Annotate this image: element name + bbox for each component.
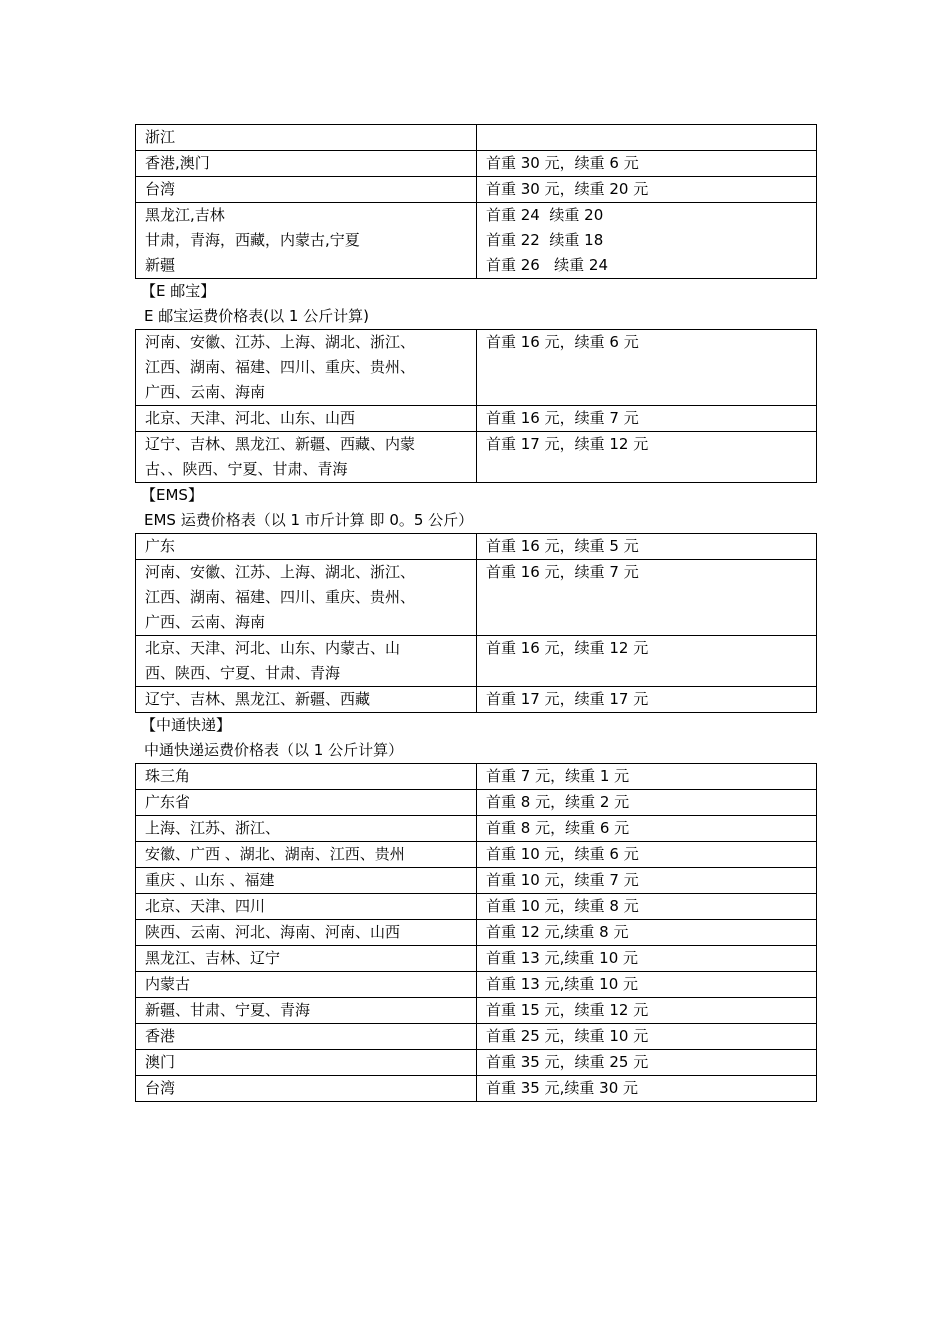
- region-text: 黑龙江、吉林、辽宁: [145, 949, 281, 967]
- document-page: [135, 124, 816, 1102]
- region-cell: [136, 330, 477, 406]
- region-cell: [136, 560, 477, 636]
- table-row: [136, 998, 817, 1024]
- table-row: [136, 406, 817, 432]
- price-text: 首重 10 元，续重 6 元: [486, 845, 639, 863]
- price-text: 首重 30 元，续重 20 元: [486, 180, 649, 198]
- price-cell: [477, 894, 817, 920]
- region-text: 珠三角: [145, 767, 191, 785]
- price-cell: [477, 764, 817, 790]
- region-text: 重庆 、山东 、福建: [145, 871, 275, 889]
- price-text: 首重 8 元，续重 2 元: [486, 793, 630, 811]
- price-text: 首重 15 元，续重 12 元: [486, 1001, 649, 1019]
- price-text: 首重 17 元，续重 17 元: [486, 690, 649, 708]
- region-cell: [136, 972, 477, 998]
- price-cell: [477, 946, 817, 972]
- table-row: [136, 1050, 817, 1076]
- table-row: [136, 920, 817, 946]
- table-ems: [135, 533, 817, 713]
- region-text: 河南、安徽、江苏、上海、湖北、浙江、: [145, 333, 416, 351]
- region-text: 安徽、广西 、湖北、湖南、江西、贵州: [145, 845, 405, 863]
- region-text: 香港,澳门: [145, 154, 210, 172]
- table-row: [136, 894, 817, 920]
- region-cell: [136, 203, 477, 279]
- price-text: 首重 16 元，续重 6 元: [486, 333, 639, 351]
- price-text: 首重 10 元，续重 8 元: [486, 897, 639, 915]
- region-cell: [136, 534, 477, 560]
- table-ems-body: [136, 534, 817, 713]
- region-text: 北京、天津、河北、山东、山西: [145, 409, 356, 427]
- price-cell: [477, 1024, 817, 1050]
- region-text: 澳门: [145, 1053, 176, 1071]
- price-cell: [477, 432, 817, 483]
- region-text: 陕西、云南、河北、海南、河南、山西: [145, 923, 401, 941]
- region-text: 广东: [145, 537, 176, 555]
- region-text: 内蒙古: [145, 975, 191, 993]
- price-text: 首重 13 元,续重 10 元: [486, 949, 639, 967]
- price-text: 首重 13 元,续重 10 元: [486, 975, 639, 993]
- table-zto: [135, 763, 817, 1102]
- region-text: 古、、陕西、宁夏、甘肃、青海: [145, 460, 348, 478]
- price-cell: [477, 1050, 817, 1076]
- eyoubao-subtitle: E 邮宝运费价格表(以 1 公斤计算): [144, 307, 370, 325]
- price-text: 首重 17 元，续重 12 元: [486, 435, 649, 453]
- region-cell: [136, 636, 477, 687]
- price-text: 首重 7 元，续重 1 元: [486, 767, 630, 785]
- region-text: 新疆、甘肃、宁夏、青海: [145, 1001, 311, 1019]
- table-row: [136, 764, 817, 790]
- price-cell: [477, 177, 817, 203]
- region-text: 广东省: [145, 793, 191, 811]
- region-cell: [136, 946, 477, 972]
- region-cell: [136, 406, 477, 432]
- region-text: 香港: [145, 1027, 176, 1045]
- table-top-body: [136, 125, 817, 279]
- region-text: 广西、云南、海南: [145, 613, 266, 631]
- price-cell: [477, 687, 817, 713]
- region-text: 江西、湖南、福建、四川、重庆、贵州、: [145, 358, 416, 376]
- table-row: [136, 125, 817, 151]
- region-text: 甘肃，青海，西藏，内蒙古,宁夏: [145, 231, 360, 249]
- region-cell: [136, 894, 477, 920]
- region-text: 北京、天津、四川: [145, 897, 266, 915]
- table-row: [136, 816, 817, 842]
- region-text: 台湾: [145, 180, 176, 198]
- table-row: [136, 432, 817, 483]
- region-text: 台湾: [145, 1079, 176, 1097]
- price-text: 首重 26 续重 24: [486, 256, 609, 274]
- price-cell: [477, 203, 817, 279]
- ems-subtitle: EMS 运费价格表（以 1 市斤计算 即 0。5 公斤）: [144, 511, 474, 529]
- region-cell: [136, 151, 477, 177]
- price-cell: [477, 560, 817, 636]
- region-text: 广西、云南、海南: [145, 383, 266, 401]
- region-text: 黑龙江,吉林: [145, 206, 225, 224]
- price-text: 首重 24 续重 20: [486, 206, 604, 224]
- price-cell: [477, 790, 817, 816]
- price-cell: [477, 920, 817, 946]
- region-cell: [136, 790, 477, 816]
- price-cell: [477, 816, 817, 842]
- region-text: 江西、湖南、福建、四川、重庆、贵州、: [145, 588, 416, 606]
- region-text: 西、陕西、宁夏、甘肃、青海: [145, 664, 341, 682]
- price-text: 首重 16 元，续重 7 元: [486, 563, 639, 581]
- price-cell: [477, 1076, 817, 1102]
- region-cell: [136, 1076, 477, 1102]
- table-row: [136, 203, 817, 279]
- table-row: [136, 790, 817, 816]
- price-cell: [477, 151, 817, 177]
- price-cell: [477, 534, 817, 560]
- price-text: 首重 16 元，续重 5 元: [486, 537, 639, 555]
- region-cell: [136, 432, 477, 483]
- table-row: [136, 868, 817, 894]
- ems-heading: 【EMS】: [141, 486, 203, 504]
- region-cell: [136, 177, 477, 203]
- table-row: [136, 330, 817, 406]
- price-text: 首重 12 元,续重 8 元: [486, 923, 629, 941]
- region-text: 辽宁、吉林、黑龙江、新疆、西藏: [145, 690, 371, 708]
- price-text: 首重 30 元，续重 6 元: [486, 154, 639, 172]
- region-cell: [136, 816, 477, 842]
- price-text: 首重 35 元，续重 25 元: [486, 1053, 649, 1071]
- price-text: 首重 22 续重 18: [486, 231, 604, 249]
- table-row: [136, 687, 817, 713]
- price-cell: [477, 842, 817, 868]
- table-row: [136, 1024, 817, 1050]
- zto-subtitle: 中通快递运费价格表（以 1 公斤计算）: [144, 741, 404, 759]
- region-cell: [136, 868, 477, 894]
- price-cell: [477, 998, 817, 1024]
- region-cell: [136, 764, 477, 790]
- region-cell: [136, 125, 477, 151]
- table-eyoubao-body: [136, 330, 817, 483]
- price-text: 首重 35 元,续重 30 元: [486, 1079, 639, 1097]
- table-row: [136, 946, 817, 972]
- region-text: 新疆: [145, 256, 176, 274]
- region-cell: [136, 998, 477, 1024]
- table-row: [136, 972, 817, 998]
- region-cell: [136, 1024, 477, 1050]
- table-row: [136, 560, 817, 636]
- region-cell: [136, 1050, 477, 1076]
- region-text: 辽宁、吉林、黑龙江、新疆、西藏、内蒙: [145, 435, 416, 453]
- price-text: 首重 16 元，续重 7 元: [486, 409, 639, 427]
- price-cell: [477, 868, 817, 894]
- table-row: [136, 1076, 817, 1102]
- zto-heading: 【中通快递】: [141, 716, 232, 734]
- region-text: 浙江: [145, 128, 176, 146]
- region-text: 上海、江苏、浙江、: [145, 819, 281, 837]
- price-text: 首重 16 元，续重 12 元: [486, 639, 649, 657]
- table-zto-body: [136, 764, 817, 1102]
- region-text: 河南、安徽、江苏、上海、湖北、浙江、: [145, 563, 416, 581]
- table-eyoubao: [135, 329, 817, 483]
- price-text: 首重 10 元，续重 7 元: [486, 871, 639, 889]
- table-row: [136, 534, 817, 560]
- eyoubao-heading: 【E 邮宝】: [141, 282, 216, 300]
- price-cell: [477, 125, 817, 151]
- price-text: 首重 8 元，续重 6 元: [486, 819, 630, 837]
- region-cell: [136, 920, 477, 946]
- table-top: [135, 124, 817, 279]
- region-cell: [136, 687, 477, 713]
- table-row: [136, 842, 817, 868]
- price-cell: [477, 406, 817, 432]
- price-cell: [477, 330, 817, 406]
- price-text: [486, 125, 807, 150]
- price-cell: [477, 636, 817, 687]
- region-cell: [136, 842, 477, 868]
- table-row: [136, 151, 817, 177]
- price-cell: [477, 972, 817, 998]
- price-text: 首重 25 元，续重 10 元: [486, 1027, 649, 1045]
- table-row: [136, 177, 817, 203]
- table-row: [136, 636, 817, 687]
- region-text: 北京、天津、河北、山东、内蒙古、山: [145, 639, 401, 657]
